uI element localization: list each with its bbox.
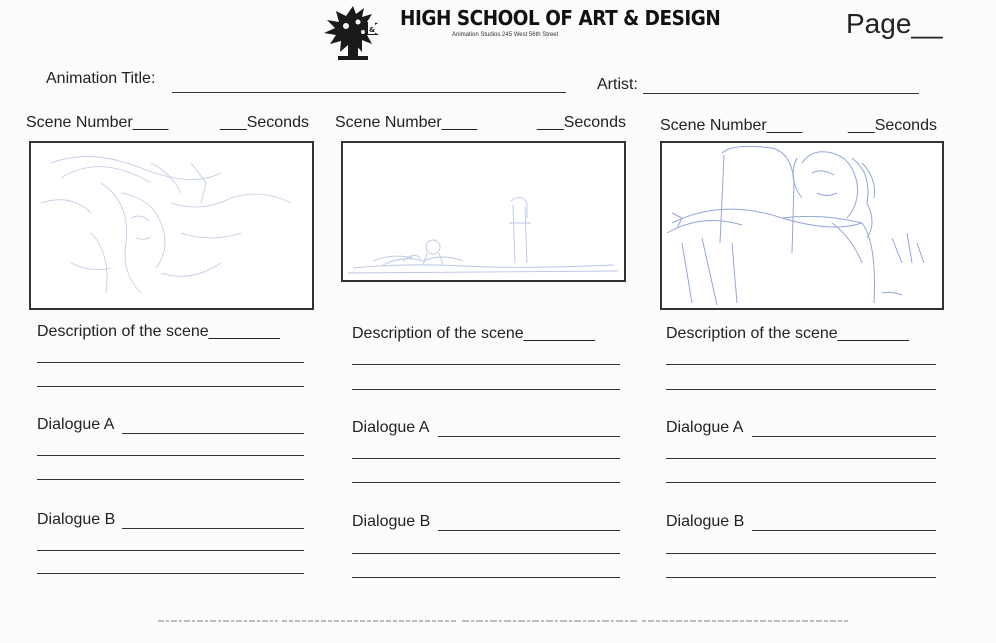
- sketch-face-closeup-icon: [31, 143, 312, 308]
- school-name: HIGH SCHOOL OF ART & DESIGN: [400, 6, 721, 30]
- description-label: Description of the scene________: [666, 325, 909, 342]
- dialogue-a-line[interactable]: [438, 436, 620, 437]
- scene-number-label: Scene Number____: [335, 114, 478, 131]
- dialogue-b-line[interactable]: [752, 530, 936, 531]
- dialogue-b-line[interactable]: [122, 528, 304, 529]
- dialogue-b-line[interactable]: [666, 577, 936, 578]
- school-subtitle: Animation Studios 245 West 56th Street: [452, 32, 559, 38]
- description-line[interactable]: [37, 362, 304, 363]
- storyboard-frame[interactable]: [29, 141, 314, 310]
- dialogue-a-line[interactable]: [37, 479, 304, 480]
- page-number-field[interactable]: Page__: [846, 8, 943, 39]
- svg-text:&: &: [369, 26, 376, 34]
- dialogue-b-label: Dialogue B: [352, 513, 431, 530]
- storyboard-frame[interactable]: [660, 141, 944, 310]
- dialogue-b-line[interactable]: [666, 553, 936, 554]
- description-label: Description of the scene________: [352, 325, 595, 342]
- description-line[interactable]: [666, 364, 936, 365]
- scene-number-label: Scene Number____: [660, 117, 803, 134]
- dialogue-b-line[interactable]: [438, 530, 620, 531]
- dialogue-a-label: Dialogue A: [666, 419, 744, 436]
- scene-number-label: Scene Number____: [26, 114, 169, 131]
- animation-title-label: Animation Title:: [46, 70, 156, 87]
- dialogue-a-line[interactable]: [352, 458, 620, 459]
- dialogue-a-label: Dialogue A: [37, 416, 115, 433]
- dialogue-a-line[interactable]: [37, 455, 304, 456]
- description-label: Description of the scene________: [37, 323, 280, 340]
- artist-line[interactable]: [643, 93, 919, 94]
- dialogue-b-label: Dialogue B: [37, 511, 116, 528]
- dialogue-a-label: Dialogue A: [352, 419, 430, 436]
- storyboard-frame[interactable]: [341, 141, 626, 282]
- dialogue-b-label: Dialogue B: [666, 513, 745, 530]
- dialogue-a-line[interactable]: [666, 458, 936, 459]
- footer-fine-print: [158, 618, 848, 625]
- dialogue-b-line[interactable]: [352, 553, 620, 554]
- description-line[interactable]: [352, 389, 620, 390]
- dialogue-b-line[interactable]: [37, 550, 304, 551]
- dialogue-b-line[interactable]: [37, 573, 304, 574]
- seconds-label: ___Seconds: [537, 114, 626, 131]
- dialogue-a-line[interactable]: [666, 482, 936, 483]
- seconds-label: ___Seconds: [848, 117, 937, 134]
- dialogue-b-line[interactable]: [352, 577, 620, 578]
- description-line[interactable]: [666, 389, 936, 390]
- sketch-embrace-icon: [662, 143, 942, 308]
- description-line[interactable]: [37, 386, 304, 387]
- dialogue-a-line[interactable]: [352, 482, 620, 483]
- description-line[interactable]: [352, 364, 620, 365]
- seconds-label: ___Seconds: [220, 114, 309, 131]
- animation-title-line[interactable]: [172, 92, 566, 93]
- artist-label: Artist:: [597, 76, 638, 93]
- dialogue-a-line[interactable]: [752, 436, 936, 437]
- dialogue-a-line[interactable]: [122, 433, 304, 434]
- sketch-wide-shot-icon: [343, 143, 624, 280]
- school-logo: [318, 2, 388, 60]
